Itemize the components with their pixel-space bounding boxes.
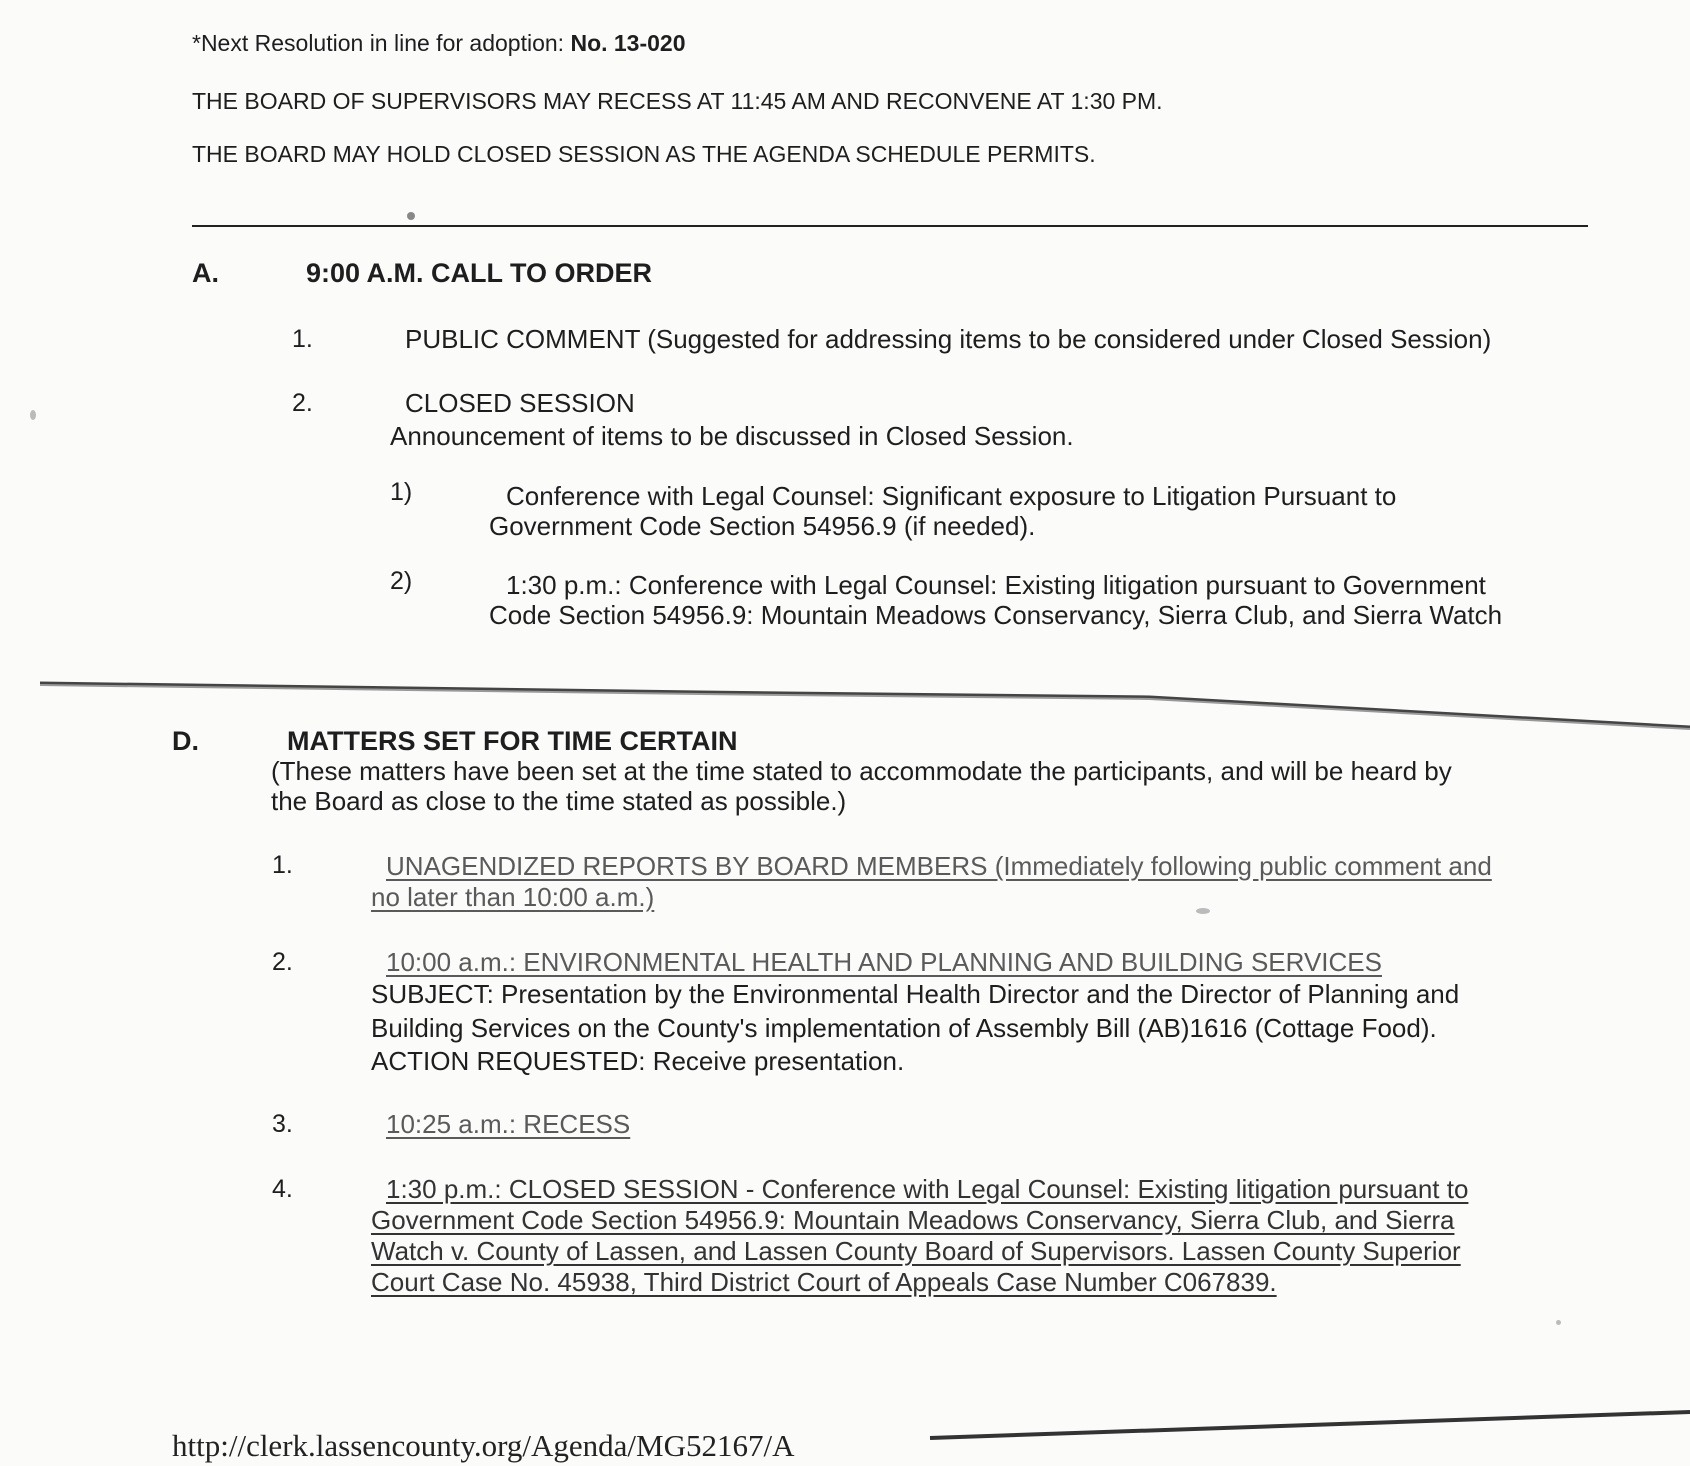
public-comment-item: PUBLIC COMMENT (Suggested for addressing items to be considered under Closed Session) bbox=[405, 324, 1492, 354]
recess-heading: 10:25 a.m.: RECESS bbox=[386, 1109, 631, 1139]
closed-subitem-2-number: 2) bbox=[390, 567, 413, 595]
footer-url: http://clerk.lassencounty.org/Agenda/MG52167/A bbox=[172, 1428, 795, 1463]
recess-notice: THE BOARD OF SUPERVISORS MAY RECESS AT 11:45 AM AND RECONVENE AT 1:30 PM. bbox=[192, 88, 1163, 114]
section-a-title: 9:00 A.M. CALL TO ORDER bbox=[306, 258, 653, 288]
environmental-health-subject-line1: SUBJECT: Presentation by the Environmental Health Director and the Director of Planning and bbox=[371, 979, 1460, 1009]
header-divider bbox=[192, 225, 1588, 227]
unagendized-reports-line1: UNAGENDIZED REPORTS BY BOARD MEMBERS (Immediately following public comment and bbox=[386, 851, 1492, 881]
environmental-health-action: ACTION REQUESTED: Receive presentation. bbox=[371, 1046, 905, 1076]
section-a-item-1-number: 1. bbox=[292, 325, 313, 353]
section-d-item-3-number: 3. bbox=[272, 1110, 293, 1138]
environmental-health-heading: 10:00 a.m.: ENVIRONMENTAL HEALTH AND PLANNING AND BUILDING SERVICES bbox=[386, 947, 1382, 977]
section-d-intro-line1: (These matters have been set at the time stated to accommodate the participants, and will be heard by bbox=[271, 756, 1452, 786]
scan-speck bbox=[1196, 908, 1210, 914]
closed-subitem-2-line2: Code Section 54956.9: Mountain Meadows Conservancy, Sierra Club, and Sierra Watch bbox=[489, 600, 1503, 630]
closed-subitem-1-line2: Government Code Section 54956.9 (if needed). bbox=[489, 511, 1036, 541]
footer-url-clip bbox=[0, 1400, 960, 1466]
section-d-title: MATTERS SET FOR TIME CERTAIN bbox=[287, 726, 738, 756]
closed-session-litigation-line4: Court Case No. 45938, Third District Court of Appeals Case Number C067839. bbox=[371, 1267, 1277, 1297]
closed-session-announcement: Announcement of items to be discussed in Closed Session. bbox=[390, 421, 1074, 451]
closed-subitem-1-number: 1) bbox=[390, 478, 413, 506]
closed-session-litigation-line3: Watch v. County of Lassen, and Lassen County Board of Supervisors. Lassen County Superior bbox=[371, 1236, 1461, 1266]
section-d-item-4-number: 4. bbox=[272, 1175, 293, 1203]
section-d-item-2-number: 2. bbox=[272, 948, 293, 976]
section-d-letter: D. bbox=[172, 726, 199, 756]
unagendized-reports-line2: no later than 10:00 a.m.) bbox=[371, 882, 655, 912]
section-a-letter: A. bbox=[192, 258, 219, 288]
page-cut-line bbox=[0, 670, 1690, 730]
closed-session-litigation-line2: Government Code Section 54956.9: Mountain Meadows Conservancy, Sierra Club, and Sierra bbox=[371, 1205, 1455, 1235]
closed-session-litigation-line1: 1:30 p.m.: CLOSED SESSION - Conference with Legal Counsel: Existing litigation pursuant to bbox=[386, 1174, 1469, 1204]
closed-subitem-2-line1: 1:30 p.m.: Conference with Legal Counsel: Existing litigation pursuant to Government bbox=[506, 570, 1486, 600]
closed-session-title: CLOSED SESSION bbox=[405, 388, 635, 418]
next-resolution-line bbox=[192, 30, 686, 57]
closed-session-notice: THE BOARD MAY HOLD CLOSED SESSION AS THE AGENDA SCHEDULE PERMITS. bbox=[192, 141, 1096, 167]
next-resolution-number: No. 13-020 bbox=[570, 30, 686, 56]
scan-speck bbox=[30, 410, 36, 420]
scan-speck bbox=[1556, 1320, 1561, 1325]
closed-subitem-1-line1: Conference with Legal Counsel: Significant exposure to Litigation Pursuant to bbox=[506, 481, 1397, 511]
next-resolution-label: *Next Resolution in line for adoption: bbox=[192, 30, 565, 56]
section-a-item-2-number: 2. bbox=[292, 389, 313, 417]
section-d-item-1-number: 1. bbox=[272, 851, 293, 879]
section-d-intro-line2: the Board as close to the time stated as possible.) bbox=[271, 786, 847, 816]
scan-speck bbox=[407, 212, 415, 220]
environmental-health-subject-line2: Building Services on the County's implementation of Assembly Bill (AB)1616 (Cottage Food). bbox=[371, 1013, 1437, 1043]
